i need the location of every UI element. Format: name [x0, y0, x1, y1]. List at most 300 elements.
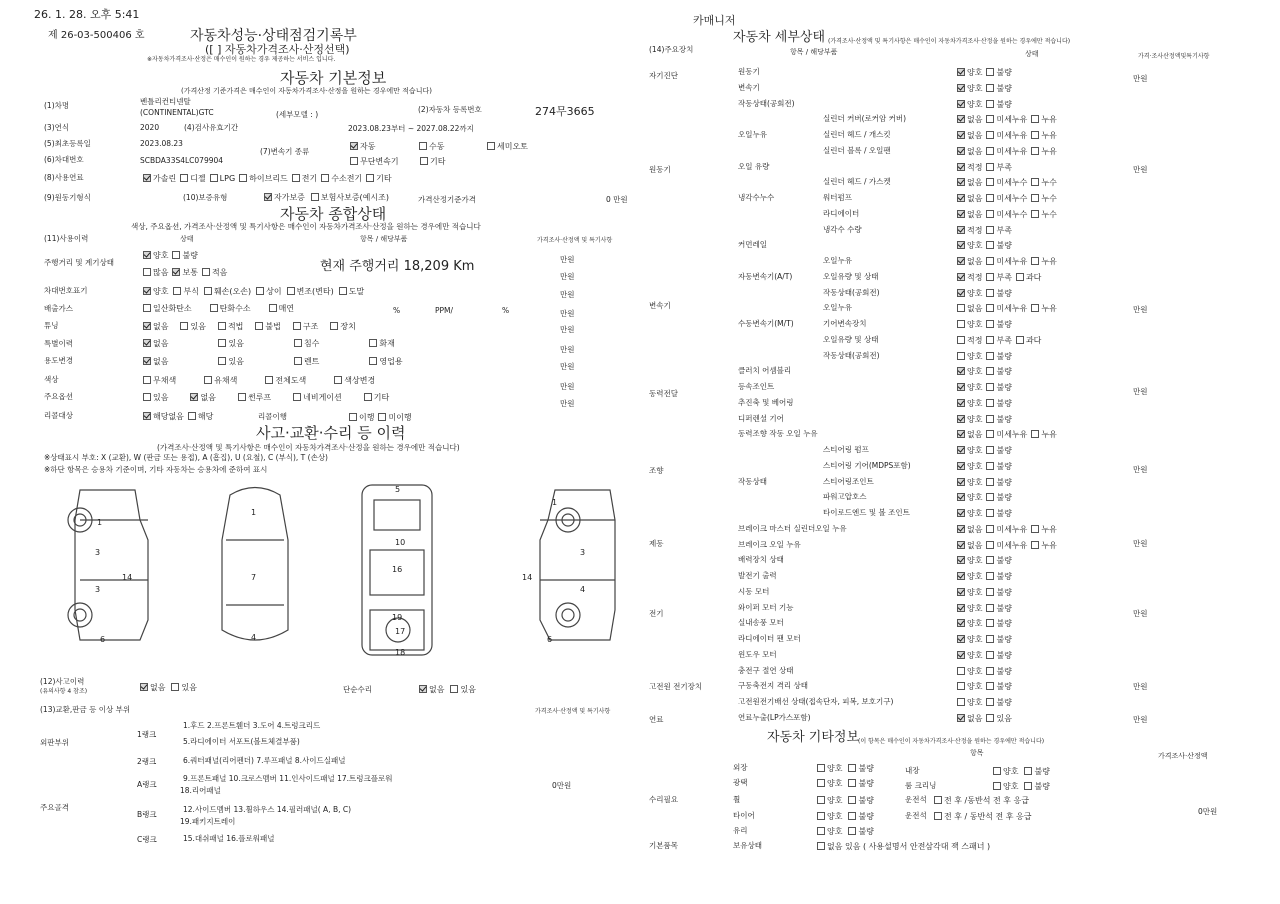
checkbox[interactable] [369, 357, 377, 365]
checkbox-option[interactable] [957, 556, 982, 565]
checkbox-option[interactable] [986, 541, 1027, 550]
checkbox[interactable] [264, 193, 272, 201]
checkbox[interactable] [339, 287, 347, 295]
checkbox[interactable] [143, 251, 151, 259]
checkbox[interactable] [848, 827, 856, 835]
checkbox[interactable] [140, 683, 148, 691]
checkbox-option[interactable] [957, 714, 982, 723]
checkbox-option[interactable] [264, 193, 305, 202]
checkbox[interactable] [265, 376, 273, 384]
checkbox[interactable] [957, 493, 965, 501]
checkbox[interactable] [957, 651, 965, 659]
checkbox-option[interactable] [957, 320, 982, 329]
checkbox[interactable] [350, 142, 358, 150]
checkbox-option[interactable] [957, 194, 982, 203]
checkbox[interactable] [204, 287, 212, 295]
checkbox[interactable] [172, 251, 180, 259]
checkbox-option[interactable] [369, 339, 394, 348]
checkbox[interactable] [143, 376, 151, 384]
transmission-option[interactable] [350, 157, 399, 166]
checkbox-option[interactable] [287, 287, 334, 296]
checkbox-option[interactable] [143, 393, 168, 402]
checkbox-option[interactable] [330, 322, 355, 331]
checkbox-option[interactable] [986, 352, 1011, 361]
checkbox[interactable] [957, 667, 965, 675]
checkbox[interactable] [294, 339, 302, 347]
checkbox-option[interactable] [1016, 336, 1041, 345]
checkbox-option[interactable] [986, 289, 1011, 298]
checkbox-option[interactable] [986, 399, 1011, 408]
checkbox[interactable] [986, 619, 994, 627]
checkbox[interactable] [350, 157, 358, 165]
checkbox-option[interactable] [957, 446, 982, 455]
checkbox-option[interactable] [986, 194, 1027, 203]
checkbox-option[interactable] [269, 304, 294, 313]
exterior-state-options[interactable] [817, 827, 880, 836]
checkbox-option[interactable] [321, 174, 362, 183]
checkbox[interactable] [986, 147, 994, 155]
checkbox-option[interactable] [143, 322, 168, 331]
checkbox[interactable] [993, 782, 1001, 790]
checkbox[interactable] [957, 210, 965, 218]
checkbox[interactable] [986, 273, 994, 281]
checkbox[interactable] [255, 322, 263, 330]
checkbox-option[interactable] [293, 322, 318, 331]
checkbox-option[interactable] [204, 376, 237, 385]
checkbox-option[interactable] [957, 525, 982, 534]
transmission-option[interactable] [419, 142, 444, 151]
checkbox[interactable] [986, 651, 994, 659]
checkbox[interactable] [957, 336, 965, 344]
checkbox[interactable] [957, 289, 965, 297]
checkbox[interactable] [1031, 304, 1039, 312]
checkbox-option[interactable] [986, 651, 1011, 660]
checkbox[interactable] [986, 682, 994, 690]
checkbox-option[interactable] [986, 572, 1011, 581]
checkbox-option[interactable] [143, 339, 168, 348]
checkbox-option[interactable] [369, 357, 402, 366]
checkbox-option[interactable] [957, 147, 982, 156]
checkbox[interactable] [986, 352, 994, 360]
checkbox[interactable] [957, 604, 965, 612]
checkbox-option[interactable] [986, 509, 1011, 518]
checkbox-option[interactable] [957, 289, 982, 298]
checkbox[interactable] [173, 287, 181, 295]
checkbox-option[interactable] [957, 604, 982, 613]
checkbox-option[interactable] [986, 714, 1011, 723]
checkbox[interactable] [487, 142, 495, 150]
checkbox-option[interactable] [986, 478, 1011, 487]
checkbox[interactable] [957, 241, 965, 249]
checkbox[interactable] [957, 131, 965, 139]
checkbox[interactable] [817, 779, 825, 787]
checkbox-option[interactable] [293, 393, 342, 402]
checkbox[interactable] [986, 556, 994, 564]
checkbox[interactable] [190, 393, 198, 401]
checkbox[interactable] [986, 446, 994, 454]
checkbox[interactable] [957, 304, 965, 312]
checkbox-option[interactable] [239, 174, 288, 183]
exterior-state-options[interactable] [817, 779, 880, 788]
checkbox-option[interactable] [957, 178, 982, 187]
checkbox-option[interactable] [1031, 430, 1056, 439]
checkbox-option[interactable] [143, 287, 168, 296]
checkbox-option[interactable] [378, 413, 411, 422]
checkbox[interactable] [986, 572, 994, 580]
checkbox-option[interactable] [957, 352, 982, 361]
checkbox-option[interactable] [986, 383, 1011, 392]
checkbox[interactable] [986, 383, 994, 391]
checkbox-option[interactable] [986, 115, 1027, 124]
checkbox[interactable] [180, 322, 188, 330]
checkbox[interactable] [269, 304, 277, 312]
checkbox[interactable] [986, 478, 994, 486]
checkbox[interactable] [817, 842, 825, 850]
checkbox-option[interactable] [334, 376, 375, 385]
checkbox-option[interactable] [957, 541, 982, 550]
checkbox[interactable] [957, 194, 965, 202]
checkbox[interactable] [202, 268, 210, 276]
checkbox-option[interactable] [265, 376, 306, 385]
checkbox[interactable] [292, 174, 300, 182]
checkbox[interactable] [986, 304, 994, 312]
checkbox-option[interactable] [1031, 194, 1056, 203]
checkbox[interactable] [957, 320, 965, 328]
checkbox[interactable] [957, 399, 965, 407]
checkbox[interactable] [986, 257, 994, 265]
checkbox[interactable] [957, 115, 965, 123]
checkbox-option[interactable] [986, 604, 1011, 613]
checkbox-option[interactable] [986, 430, 1027, 439]
checkbox-option[interactable] [957, 619, 982, 628]
checkbox-option[interactable] [143, 174, 176, 183]
checkbox-option[interactable] [1031, 304, 1056, 313]
checkbox-option[interactable] [986, 147, 1027, 156]
checkbox[interactable] [1031, 210, 1039, 218]
checkbox[interactable] [957, 462, 965, 470]
checkbox[interactable] [287, 287, 295, 295]
checkbox[interactable] [817, 764, 825, 772]
checkbox[interactable] [957, 415, 965, 423]
checkbox-option[interactable] [986, 415, 1011, 424]
checkbox[interactable] [986, 226, 994, 234]
checkbox-option[interactable] [957, 68, 982, 77]
checkbox-option[interactable] [1031, 257, 1056, 266]
checkbox[interactable] [986, 462, 994, 470]
checkbox-option[interactable] [202, 268, 227, 277]
checkbox-option[interactable] [180, 174, 205, 183]
checkbox-option[interactable] [957, 273, 982, 282]
checkbox-option[interactable] [957, 635, 982, 644]
owned-options[interactable] [817, 842, 990, 851]
checkbox[interactable] [934, 812, 942, 820]
checkbox[interactable] [986, 336, 994, 344]
checkbox-option[interactable] [957, 462, 982, 471]
checkbox-option[interactable] [171, 683, 196, 692]
checkbox-option[interactable] [986, 68, 1011, 77]
checkbox[interactable] [143, 412, 151, 420]
checkbox[interactable] [1031, 147, 1039, 155]
checkbox-option[interactable] [349, 413, 374, 422]
checkbox[interactable] [986, 100, 994, 108]
checkbox-option[interactable] [143, 357, 168, 366]
checkbox-option[interactable] [957, 698, 982, 707]
checkbox-option[interactable] [172, 268, 197, 277]
checkbox[interactable] [1031, 115, 1039, 123]
checkbox[interactable] [986, 68, 994, 76]
checkbox[interactable] [1031, 541, 1039, 549]
checkbox-option[interactable] [1031, 131, 1056, 140]
checkbox[interactable] [957, 556, 965, 564]
checkbox-option[interactable] [294, 357, 319, 366]
checkbox-option[interactable] [419, 685, 444, 694]
checkbox[interactable] [986, 588, 994, 596]
checkbox-option[interactable] [957, 478, 982, 487]
checkbox[interactable] [957, 430, 965, 438]
checkbox-option[interactable] [957, 682, 982, 691]
checkbox[interactable] [143, 287, 151, 295]
checkbox-option[interactable] [957, 163, 982, 172]
checkbox-option[interactable] [1031, 525, 1056, 534]
checkbox[interactable] [1024, 767, 1032, 775]
checkbox-option[interactable] [957, 430, 982, 439]
checkbox-option[interactable] [210, 304, 251, 313]
checkbox[interactable] [369, 339, 377, 347]
checkbox-option[interactable] [986, 320, 1011, 329]
transmission-option[interactable] [487, 142, 528, 151]
checkbox-option[interactable] [986, 682, 1011, 691]
checkbox-option[interactable] [986, 304, 1027, 313]
checkbox[interactable] [1031, 257, 1039, 265]
checkbox-option[interactable] [986, 462, 1011, 471]
checkbox[interactable] [986, 194, 994, 202]
checkbox-option[interactable] [986, 163, 1011, 172]
checkbox-option[interactable] [180, 322, 205, 331]
checkbox[interactable] [986, 289, 994, 297]
checkbox-option[interactable] [986, 336, 1011, 345]
checkbox[interactable] [210, 304, 218, 312]
checkbox[interactable] [238, 393, 246, 401]
checkbox-option[interactable] [238, 393, 271, 402]
checkbox-option[interactable] [957, 667, 982, 676]
checkbox[interactable] [957, 84, 965, 92]
checkbox[interactable] [957, 163, 965, 171]
checkbox[interactable] [957, 525, 965, 533]
checkbox[interactable] [986, 320, 994, 328]
checkbox[interactable] [993, 767, 1001, 775]
checkbox-option[interactable] [986, 178, 1027, 187]
checkbox[interactable] [957, 100, 965, 108]
checkbox[interactable] [321, 174, 329, 182]
checkbox[interactable] [957, 619, 965, 627]
checkbox[interactable] [218, 339, 226, 347]
checkbox[interactable] [1031, 194, 1039, 202]
checkbox-option[interactable] [957, 210, 982, 219]
checkbox[interactable] [848, 779, 856, 787]
checkbox[interactable] [957, 178, 965, 186]
checkbox-option[interactable] [986, 241, 1011, 250]
checkbox-option[interactable] [143, 268, 168, 277]
checkbox[interactable] [1031, 178, 1039, 186]
checkbox-option[interactable] [986, 367, 1011, 376]
checkbox-option[interactable] [986, 493, 1011, 502]
checkbox[interactable] [218, 357, 226, 365]
checkbox[interactable] [986, 430, 994, 438]
checkbox-option[interactable] [957, 257, 982, 266]
checkbox[interactable] [256, 287, 264, 295]
checkbox-option[interactable] [957, 115, 982, 124]
checkbox[interactable] [188, 412, 196, 420]
checkbox[interactable] [366, 174, 374, 182]
exterior-state-options[interactable] [817, 764, 880, 773]
checkbox-option[interactable] [218, 322, 243, 331]
checkbox-option[interactable] [986, 446, 1011, 455]
checkbox-option[interactable] [311, 193, 389, 202]
checkbox-option[interactable] [292, 174, 317, 183]
checkbox[interactable] [378, 413, 386, 421]
checkbox-option[interactable] [986, 273, 1011, 282]
checkbox-option[interactable] [986, 667, 1011, 676]
checkbox[interactable] [1031, 525, 1039, 533]
checkbox[interactable] [330, 322, 338, 330]
checkbox[interactable] [957, 257, 965, 265]
checkbox[interactable] [311, 193, 319, 201]
checkbox-option[interactable] [957, 651, 982, 660]
checkbox[interactable] [143, 357, 151, 365]
checkbox-option[interactable] [957, 383, 982, 392]
checkbox-option[interactable] [143, 376, 176, 385]
checkbox-option[interactable] [255, 322, 280, 331]
checkbox[interactable] [294, 357, 302, 365]
checkbox[interactable] [172, 268, 180, 276]
checkbox[interactable] [1031, 131, 1039, 139]
checkbox[interactable] [218, 322, 226, 330]
checkbox-option[interactable] [1031, 115, 1056, 124]
checkbox[interactable] [986, 493, 994, 501]
checkbox[interactable] [957, 572, 965, 580]
checkbox[interactable] [817, 812, 825, 820]
checkbox[interactable] [450, 685, 458, 693]
checkbox[interactable] [986, 399, 994, 407]
checkbox-option[interactable] [986, 84, 1011, 93]
checkbox-option[interactable] [1016, 273, 1041, 282]
checkbox-option[interactable] [986, 525, 1027, 534]
checkbox-option[interactable] [140, 683, 165, 692]
tire-options[interactable] [934, 812, 1032, 821]
checkbox[interactable] [419, 685, 427, 693]
transmission-option[interactable] [420, 157, 445, 166]
checkbox[interactable] [934, 796, 942, 804]
checkbox[interactable] [986, 714, 994, 722]
checkbox-option[interactable] [986, 257, 1027, 266]
checkbox-option[interactable] [218, 357, 243, 366]
checkbox[interactable] [957, 478, 965, 486]
checkbox-option[interactable] [294, 339, 319, 348]
checkbox-option[interactable] [1031, 210, 1056, 219]
interior-state-options[interactable] [993, 782, 1056, 791]
checkbox[interactable] [986, 698, 994, 706]
checkbox[interactable] [334, 376, 342, 384]
checkbox-option[interactable] [986, 100, 1011, 109]
checkbox[interactable] [957, 509, 965, 517]
checkbox-option[interactable] [256, 287, 281, 296]
checkbox-option[interactable] [957, 241, 982, 250]
wheel-options[interactable] [934, 796, 1029, 805]
checkbox[interactable] [957, 446, 965, 454]
checkbox-option[interactable] [173, 287, 198, 296]
checkbox-option[interactable] [957, 588, 982, 597]
checkbox[interactable] [204, 376, 212, 384]
checkbox[interactable] [957, 698, 965, 706]
checkbox[interactable] [1016, 336, 1024, 344]
checkbox[interactable] [180, 174, 188, 182]
checkbox[interactable] [817, 827, 825, 835]
checkbox[interactable] [986, 84, 994, 92]
checkbox-option[interactable] [957, 493, 982, 502]
checkbox[interactable] [986, 667, 994, 675]
checkbox[interactable] [957, 68, 965, 76]
checkbox-option[interactable] [957, 336, 982, 345]
checkbox-option[interactable] [1031, 541, 1056, 550]
checkbox-option[interactable] [218, 339, 243, 348]
checkbox[interactable] [957, 714, 965, 722]
checkbox[interactable] [986, 163, 994, 171]
checkbox-option[interactable] [986, 588, 1011, 597]
checkbox-option[interactable] [986, 210, 1027, 219]
checkbox[interactable] [986, 541, 994, 549]
checkbox-option[interactable] [957, 399, 982, 408]
checkbox-option[interactable] [339, 287, 364, 296]
checkbox[interactable] [817, 796, 825, 804]
checkbox[interactable] [419, 142, 427, 150]
checkbox-option[interactable] [986, 226, 1011, 235]
checkbox[interactable] [957, 226, 965, 234]
checkbox-option[interactable] [957, 131, 982, 140]
checkbox[interactable] [1031, 430, 1039, 438]
checkbox-option[interactable] [957, 84, 982, 93]
checkbox-option[interactable] [366, 174, 391, 183]
checkbox[interactable] [239, 174, 247, 182]
exterior-state-options[interactable] [817, 812, 880, 821]
checkbox[interactable] [420, 157, 428, 165]
checkbox[interactable] [143, 322, 151, 330]
checkbox[interactable] [210, 174, 218, 182]
checkbox[interactable] [1016, 273, 1024, 281]
checkbox[interactable] [143, 174, 151, 182]
checkbox-option[interactable] [188, 412, 213, 421]
checkbox[interactable] [986, 131, 994, 139]
checkbox[interactable] [848, 796, 856, 804]
checkbox-option[interactable] [986, 619, 1011, 628]
checkbox[interactable] [143, 304, 151, 312]
checkbox-option[interactable] [204, 287, 251, 296]
checkbox-option[interactable] [986, 698, 1011, 707]
checkbox[interactable] [986, 525, 994, 533]
checkbox-option[interactable] [957, 226, 982, 235]
checkbox[interactable] [986, 604, 994, 612]
checkbox[interactable] [957, 541, 965, 549]
checkbox-option[interactable] [143, 412, 184, 421]
checkbox-option[interactable] [957, 304, 982, 313]
checkbox[interactable] [349, 413, 357, 421]
checkbox-option[interactable] [957, 100, 982, 109]
checkbox[interactable] [1024, 782, 1032, 790]
checkbox[interactable] [957, 367, 965, 375]
checkbox-option[interactable] [957, 367, 982, 376]
checkbox[interactable] [957, 273, 965, 281]
checkbox-option[interactable] [143, 251, 168, 260]
checkbox[interactable] [986, 115, 994, 123]
